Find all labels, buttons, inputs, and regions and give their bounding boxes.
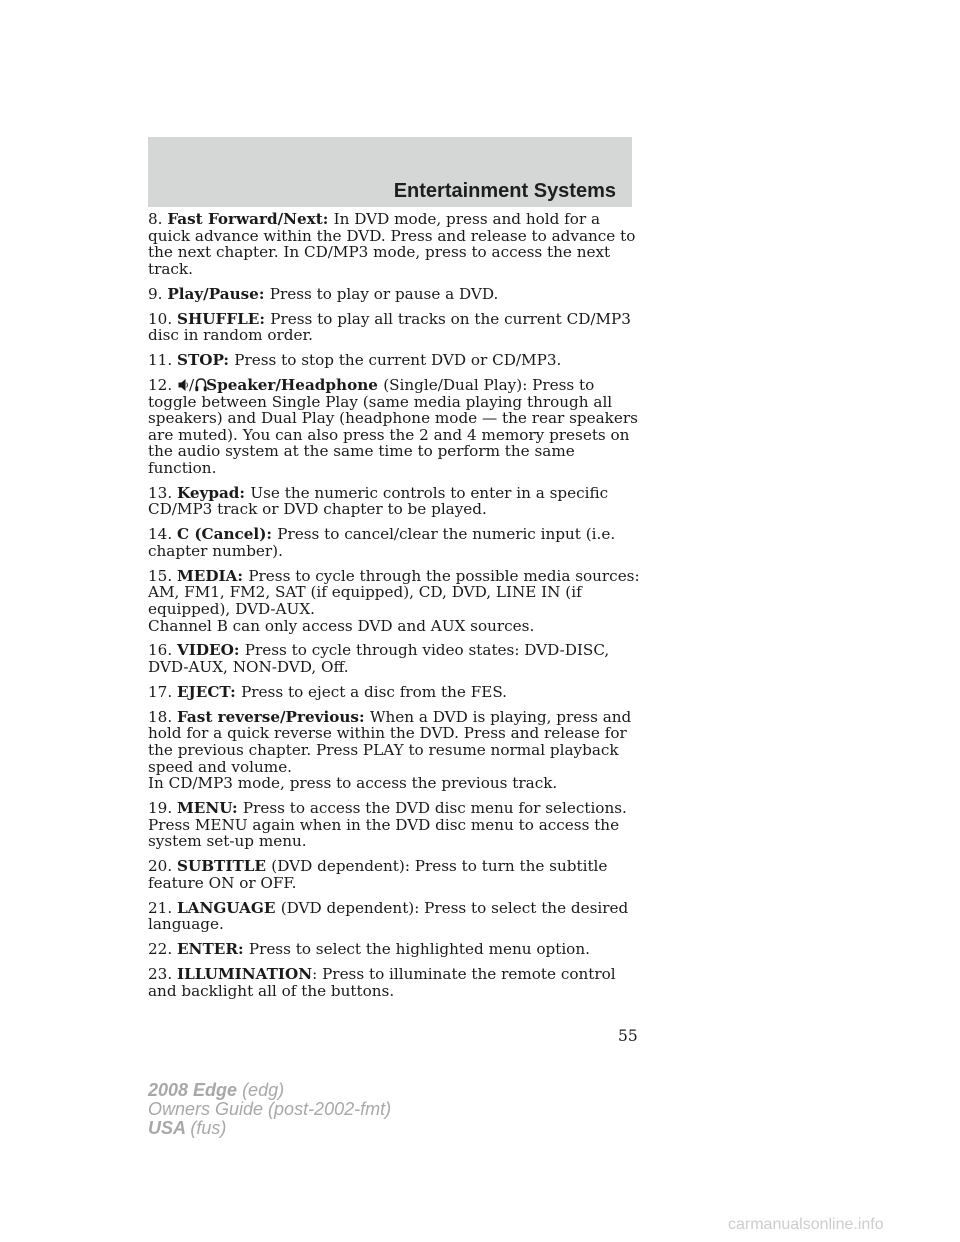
footer-market: USA bbox=[148, 1118, 191, 1138]
item-number: 21. bbox=[148, 898, 177, 917]
item-number: 13. bbox=[148, 483, 177, 502]
item-extra: Channel B can only access DVD and AUX sources. bbox=[148, 616, 535, 635]
section-title: Entertainment Systems bbox=[393, 180, 616, 202]
item-term: STOP: bbox=[176, 351, 235, 370]
list-item bbox=[148, 568, 640, 634]
list-item bbox=[148, 377, 640, 477]
item-description: (Single/Dual Play): Press to toggle between Single Play (same media playing through all speakers) and Dual Play (headphone mode — the rear speakers are muted). You can also press the 2 and 4 memory presets on the audio system at the same time to perform the same function. bbox=[148, 375, 638, 477]
item-term: Fast reverse/Previous: bbox=[176, 707, 370, 726]
item-number: 14. bbox=[148, 525, 177, 544]
list-item bbox=[148, 485, 640, 518]
item-description: Press to play or pause a DVD. bbox=[269, 284, 499, 303]
item-term: ILLUMINATION bbox=[176, 965, 313, 984]
item-number: 22. bbox=[148, 940, 177, 959]
item-term: MENU: bbox=[176, 799, 243, 818]
list-item bbox=[148, 211, 640, 277]
list-item bbox=[148, 286, 640, 303]
item-number: 15. bbox=[148, 566, 177, 585]
item-term: C (Cancel): bbox=[176, 525, 278, 544]
item-term: EJECT: bbox=[176, 682, 242, 701]
footer-market-code: (fus) bbox=[190, 1118, 227, 1138]
page-number: 55 bbox=[618, 1027, 638, 1045]
item-term: SHUFFLE: bbox=[176, 309, 271, 328]
item-term: Fast Forward/Next: bbox=[167, 210, 334, 228]
speaker-icon bbox=[178, 378, 188, 392]
footer-model: 2008 Edge bbox=[148, 1080, 243, 1100]
item-number: 16. bbox=[148, 641, 177, 660]
item-number: 10. bbox=[148, 309, 177, 328]
list-item bbox=[148, 684, 640, 701]
list-item bbox=[148, 858, 640, 891]
list-item bbox=[148, 709, 640, 792]
item-number: 12. bbox=[148, 375, 177, 394]
item-description: In DVD mode, press and hold for a quick advance within the DVD. Press and release to advance to the next chapter. In CD/MP3 mode, press to access the next track. bbox=[148, 210, 636, 278]
item-description: (DVD dependent): Press to select the desired language. bbox=[148, 898, 629, 934]
watermark: carmanualsonline.info bbox=[728, 1216, 884, 1233]
item-description: (DVD dependent): Press to turn the subtitle feature ON or OFF. bbox=[148, 857, 608, 892]
item-description: Press to cancel/clear the numeric input (i.e. chapter number). bbox=[148, 525, 616, 560]
item-number: 19. bbox=[148, 799, 177, 818]
footer-metadata bbox=[148, 1081, 391, 1138]
item-term: Play/Pause: bbox=[167, 284, 270, 303]
item-description: Use the numeric controls to enter in a specific CD/MP3 track or DVD chapter to be played. bbox=[148, 483, 609, 519]
item-number: 8. bbox=[148, 210, 168, 228]
item-extra: In CD/MP3 mode, press to access the previous track. bbox=[148, 774, 558, 793]
footer-guide: Owners Guide (post-2002-fmt) bbox=[148, 1099, 392, 1119]
item-description: : Press to illuminate the remote control and backlight all of the buttons. bbox=[148, 965, 616, 1000]
item-number: 23. bbox=[148, 965, 177, 984]
item-description: Press to cycle through video states: DVD-DISC, DVD-AUX, NON-DVD, Off. bbox=[148, 641, 610, 677]
list-item bbox=[148, 311, 640, 344]
item-number: 11. bbox=[148, 351, 177, 370]
item-term: VIDEO: bbox=[176, 641, 245, 660]
item-number: 17. bbox=[148, 682, 177, 701]
footer-model-code: (edg) bbox=[242, 1080, 285, 1100]
item-description: Press to cycle through the possible media sources: AM, FM1, FM2, SAT (if equipped), CD, DVD, LINE IN (if equipped), DVD-AUX. bbox=[148, 566, 640, 618]
section-header-band bbox=[148, 137, 632, 207]
item-description: Press to select the highlighted menu option. bbox=[248, 940, 590, 959]
item-term: ENTER: bbox=[176, 940, 249, 959]
item-description: When a DVD is playing, press and hold for a quick reverse within the DVD. Press and release for the previous chapter. Press PLAY to resume normal playback speed and volume. bbox=[148, 707, 632, 776]
item-description: Press to access the DVD disc menu for selections. Press MENU again when in the DVD disc menu to access the system set-up menu. bbox=[148, 799, 627, 851]
item-term: Speaker/Headphone bbox=[206, 375, 384, 394]
item-number: 20. bbox=[148, 857, 177, 876]
item-term: LANGUAGE bbox=[176, 898, 281, 917]
list-item bbox=[148, 642, 640, 675]
list-item bbox=[148, 352, 640, 369]
item-term: Keypad: bbox=[176, 483, 251, 502]
list-item bbox=[148, 941, 640, 958]
item-term: MEDIA: bbox=[176, 566, 249, 585]
item-description: Press to eject a disc from the FES. bbox=[241, 682, 508, 701]
item-description: Press to stop the current DVD or CD/MP3. bbox=[234, 351, 562, 370]
list-item bbox=[148, 800, 640, 850]
item-list bbox=[148, 211, 640, 1008]
list-item bbox=[148, 526, 640, 559]
icon-separator: / bbox=[188, 375, 195, 394]
item-description: Press to play all tracks on the current CD/MP3 disc in random order. bbox=[148, 309, 631, 345]
item-number: 18. bbox=[148, 707, 177, 726]
item-number: 9. bbox=[148, 284, 168, 303]
headphone-icon bbox=[195, 378, 205, 392]
list-item bbox=[148, 966, 640, 999]
list-item bbox=[148, 900, 640, 933]
item-term: SUBTITLE bbox=[176, 857, 272, 876]
